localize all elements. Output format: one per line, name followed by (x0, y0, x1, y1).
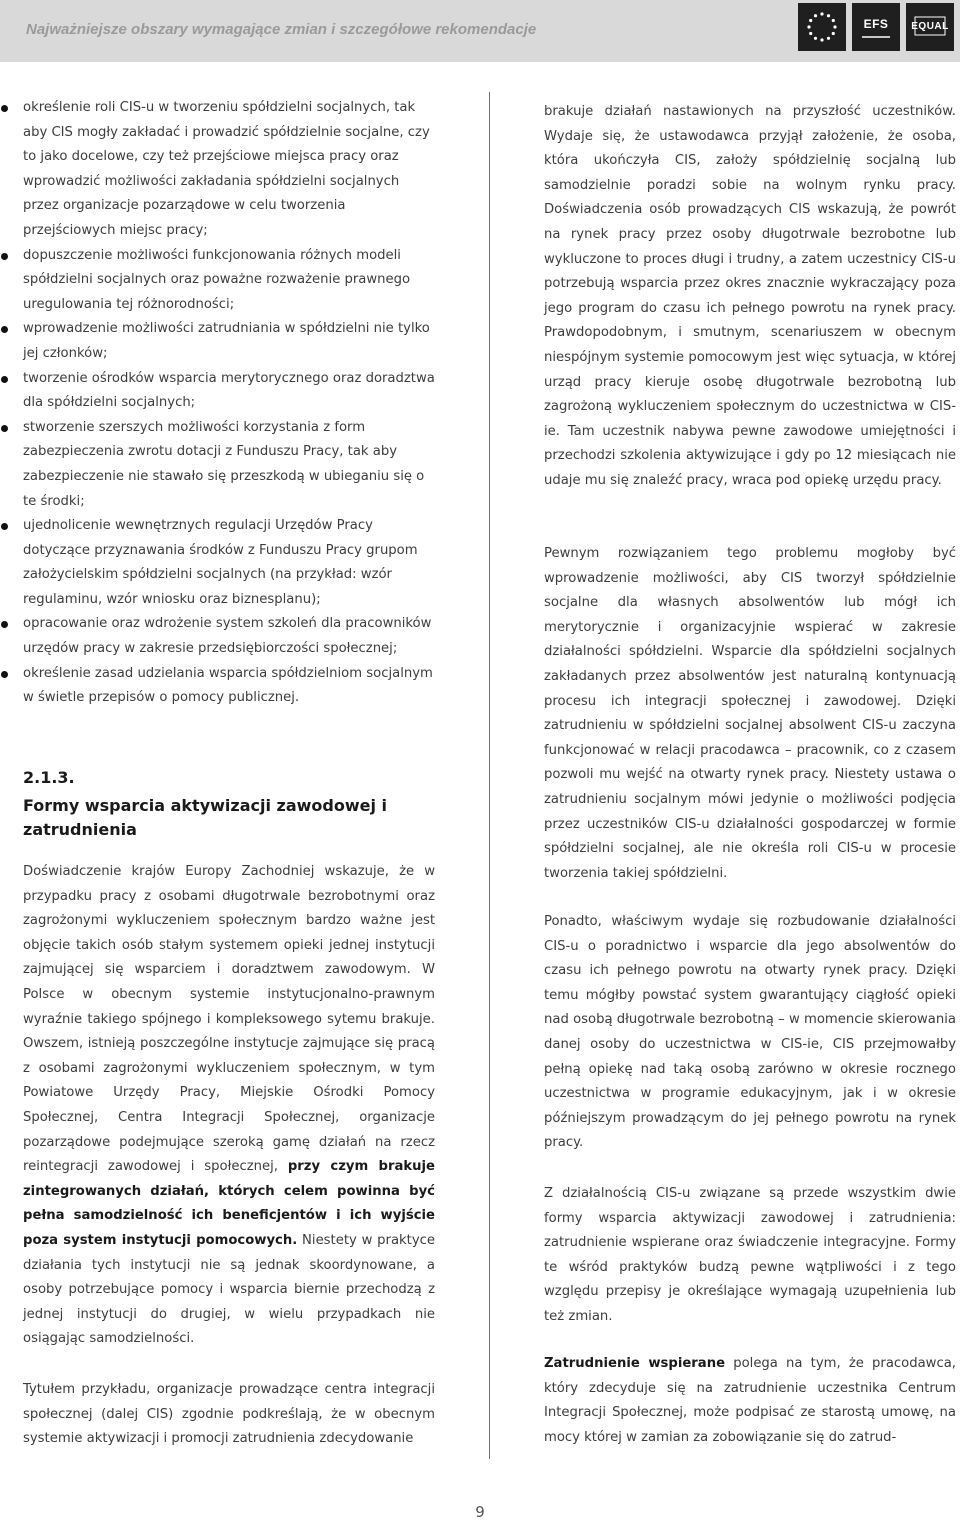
efs-logo-text: EFS (863, 17, 889, 31)
body-paragraph: Tytułem przykładu, organizacje prowadzące centra integracji społecznej (dalej CIS) zgodnie podkreślają, że w obecnym systemie aktywizacji i promocji zatrudnienia zdecydowanie (23, 1382, 435, 1447)
section-number: 2.1.3. (23, 768, 75, 787)
list-item: dopuszczenie możliwości funkcjonowania różnych modeli spółdzielni socjalnych oraz poważne rozważenie prawnego uregulowania tej różnorodności; (23, 244, 435, 318)
bullet-icon (1, 671, 8, 678)
list-item: określenie roli CIS-u w tworzeniu spółdzielni socjalnych, tak aby CIS mogły zakładać i prowadzić spółdzielnie socjalne, czy to jako docelowe, czy też przejściowe miejsca pracy oraz wprowadzić możliwości zakładania spółdzielni socjalnych przez organizacje pozarządowe w celu tworzenia przejściowych miejsc pracy; (23, 96, 435, 244)
list-item: stworzenie szerszych możliwości korzystania z form zabezpieczenia zwrotu dotacji z Funduszu Pracy, tak aby zabezpieczenie nie stawało się przeszkodą w ubieganiu się o te środki; (23, 416, 435, 514)
body-paragraph: Z działalnością CIS-u związane są przede wszystkim dwie formy wsparcia aktywizacji zawodowej i zatrudnienia: zatrudnienie wspierane oraz świadczenie integracyjne. Formy te wśród praktyków budzą pewne wątpliwości i z tego względu przepisy je określające wymagają uzupełnienia lub też zmian. (544, 1186, 956, 1324)
emphasis-text: Zatrudnienie wspierane (544, 1356, 726, 1371)
bullet-icon (1, 105, 8, 112)
header-bar (0, 0, 960, 62)
bullet-icon (1, 523, 8, 530)
list-item: wprowadzenie możliwości zatrudniania w spółdzielni nie tylko jej członków; (23, 317, 435, 366)
page-number: 9 (475, 1503, 485, 1521)
bullet-icon (1, 425, 8, 432)
list-item: ujednolicenie wewnętrznych regulacji Urzędów Pracy dotyczące przyznawania środków z Funduszu Pracy grupom założycielskim spółdzielni socjalnych (na przykład: wzór regulaminu, wzór wniosku oraz biznesplanu); (23, 514, 435, 612)
list-item: określenie zasad udzielania wsparcia spółdzielniom socjalnym w świetle przepisów o pomocy publicznej. (23, 662, 435, 711)
body-paragraph: Pewnym rozwiązaniem tego problemu mogłoby być wprowadzenie możliwości, aby CIS tworzył spółdzielnie socjalne dla własnych absolwentów lub mógł ich merytorycznie i organizacyjnie wspierać w zakresie działalności spółdzielni. Wsparcie dla spółdzielni socjalnych zakładanych przez absolwentów jest naturalną kontynuacją procesu ich integracji społecznej i zawodowej. Dzięki zatrudnieniu w spółdzielni socjalnej absolwent CIS-u zaczyna funkcjonować w relacji pracodawca – pracownik, co z czasem pozwoli mu wejść na otwarty rynek pracy. Niestety ustawa o zatrudnieniu socjalnym mówi jedynie o możliwości podjęcia przez uczestników CIS-u działalności gospodarczej w formie spółdzielni socjalnej, ale nie określa roli CIS-u w procesie tworzenia takiej spółdzielni. (544, 546, 956, 881)
efs-logo (852, 3, 900, 51)
body-paragraph: brakuje działań nastawionych na przyszłość uczestników. Wydaje się, że ustawodawca przyjął założenie, że osoba, która ukończyła CIS, założy spółdzielnię socjalną lub samodzielnie poradzi sobie na wolnym rynku pracy. Doświadczenia osób prowadzących CIS wskazują, że powrót na rynek pracy przez osoby długotrwale bezrobotne lub wykluczone to proces długi i trudny, a zatem uczestnicy CIS-u potrzebują wsparcia przez okres znacznie wykraczający poza jego program do czasu ich pełnego powrotu na rynek pracy. Prawdopodobnym, i smutnym, scenariuszem w obecnym niespójnym systemie pomocowym jest więc sytuacja, w której urząd pracy kieruje osobę długotrwale bezrobotną lub zagrożoną wykluczeniem społecznym do uczestnictwa w CIS-ie. Tam uczestnik nabywa pewne zawodowe umiejętności i przechodzi szkolenia aktywizujące i gdy po 12 miesiącach nie udaje mu się znaleźć pracy, wraca pod opiekę urzędu pracy. (544, 104, 956, 488)
equal-logo-text: EQUAL (911, 21, 949, 32)
emphasis-text: przy czym brakuje zintegrowanych działań, których celem powinna być pełna samodzielność ich beneficjentów i ich wyjście poza system instytucji pomocowych. (23, 1159, 435, 1248)
body-paragraph: Zatrudnienie wspierane polega na tym, że pracodawca, który zdecyduje się na zatrudnienie uczestnika Centrum Integracji Społecznej, może podpisać ze starostą umowę, na mocy której w zamian za zobowiązanie się do zatrud- (544, 1356, 956, 1445)
header-title: Najważniejsze obszary wymagające zmian i szczegółowe rekomendacje (26, 21, 537, 38)
list-item: opracowanie oraz wdrożenie system szkoleń dla pracowników urzędów pracy w zakresie przedsiębiorczości społecznej; (23, 612, 435, 661)
equal-logo (906, 3, 954, 51)
section-title: Formy wsparcia aktywizacji zawodowej i zatrudnienia (23, 796, 388, 839)
list-item: tworzenie ośrodków wsparcia merytorycznego oraz doradztwa dla spółdzielni socjalnych; (23, 367, 435, 416)
bullet-icon (1, 326, 8, 333)
bullet-icon (1, 621, 8, 628)
bullet-icon (1, 376, 8, 383)
logo-group (798, 3, 954, 51)
body-paragraph: Doświadczenie krajów Europy Zachodniej wskazuje, że w przypadku pracy z osobami długotrwale bezrobotnymi oraz zagrożonymi wykluczeniem społecznym bardzo ważne jest objęcie takich osób stałym systemem opieki jednej instytucji zajmującej się wsparciem i doradztwem zawodowym. W Polsce w obecnym systemie instytucjonalno-prawnym wyraźnie takiego spójnego i kompleksowego sytemu brakuje. Owszem, istnieją poszczególne instytucje zajmujące się pracą z osobami zagrożonymi wykluczeniem społecznym, w tym Powiatowe Urzędy Pracy, Miejskie Ośrodki Pomocy Społecznej, Centra Integracji Społecznej, organizacje pozarządowe podejmujące szeroką gamę działań na rzecz reintegracji zawodowej i społecznej, przy czym brakuje zintegrowanych działań, których celem powinna być pełna samodzielność ich beneficjentów i ich wyjście poza system instytucji pomocowych. Niestety w praktyce działania tych instytucji nie są jednak skoordynowane, a osoby potrzebujące pomocy i wsparcia biernie przechodzą z jednej instytucji do drugiej, w wielu przypadkach nie osiągając samodzielności. (23, 864, 435, 1347)
recommendation-list (23, 96, 435, 711)
body-paragraph: Ponadto, właściwym wydaje się rozbudowanie działalności CIS-u o poradnictwo i wsparcie dla jego absolwentów do czasu ich pełnego powrotu na otwarty rynek pracy. Dzięki temu mógłby powstać system gwarantujący ciągłość opieki nad osobą długotrwale bezrobotną – w momencie skierowania danej osoby do uczestnictwa w CIS-ie, CIS przejmowałby pełną opiekę nad taką osobą zarówno w okresie rocznego uczestnictwa w programie edukacyjnym, jak i w okresie późniejszym prowadzącym do jej pełnego powrotu na rynek pracy. (544, 914, 956, 1151)
eu-flag-logo (798, 3, 846, 51)
bullet-icon (1, 253, 8, 260)
column-divider (489, 92, 490, 1459)
